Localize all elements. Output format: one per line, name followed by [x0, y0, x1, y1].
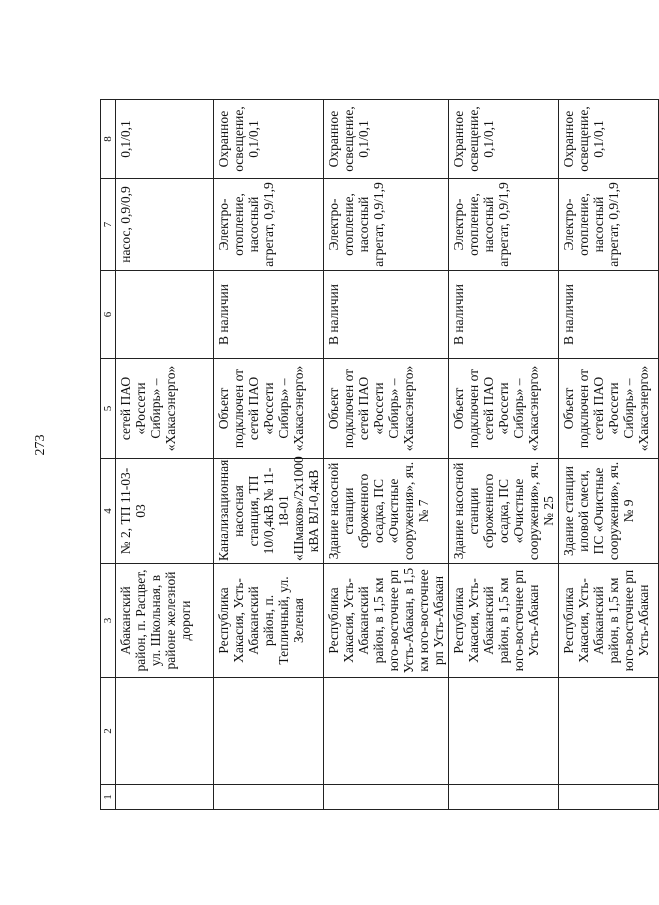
header-cell: 7: [101, 179, 116, 271]
table-cell: Охранное освещение, 0,1/0,1: [324, 100, 449, 179]
table-cell: [449, 678, 559, 785]
header-cell: 4: [101, 459, 116, 564]
table-cell: Объект подключен от сетей ПАО «Россети Сибирь» – «Хакасэнерго»: [449, 359, 559, 459]
table-cell: [324, 678, 449, 785]
table-cell: № 2, ТП 11-03-03: [116, 459, 214, 564]
table-cell: Электро-отопление, насосный агрегат, 0,9/1,9: [324, 179, 449, 271]
table-cell: Объект подключен от сетей ПАО «Россети Сибирь» – «Хакасэнерго»: [324, 359, 449, 459]
header-cell: 2: [101, 678, 116, 785]
table-cell: В наличии: [449, 271, 559, 359]
header-cell: 8: [101, 100, 116, 179]
data-table: [100, 99, 659, 810]
table-cell: Республика Хакасия, Усть-Абаканский район, в 1,5 км юго-восточнее рп Усть-Абакан: [559, 564, 659, 678]
table-cell: Здание станции иловой смеси, ПС «Очистные сооружения», яч. № 9: [559, 459, 659, 564]
table-row: [324, 100, 449, 810]
table-cell: Канализационная насосная станция, ТП 10/0,4кВ № 11-18-01 «Шмаков»/2х1000 кВА ВЛ-0,4кВ: [214, 459, 324, 564]
header-cell: 6: [101, 271, 116, 359]
table-row: [449, 100, 559, 810]
page-number: 273: [33, 434, 48, 456]
table-cell: [324, 785, 449, 810]
table-cell: сетей ПАО «Россети Сибирь» – «Хакасэнерго»: [116, 359, 214, 459]
table-header-row: [101, 100, 116, 810]
rotated-table-container: [100, 100, 651, 810]
table-cell: Здание насосной станции сброженного осадка, ПС «Очистные сооружения», яч. № 7: [324, 459, 449, 564]
table-cell: Объект подключен от сетей ПАО «Россети Сибирь» – «Хакасэнерго»: [559, 359, 659, 459]
table-cell: насос, 0,9/0,9: [116, 179, 214, 271]
table-cell: Здание насосной станции сброженного осадка, ПС «Очистные сооружения», яч. № 25: [449, 459, 559, 564]
table-cell: Электро-отопление, насосный агрегат, 0,9/1,9: [559, 179, 659, 271]
table-cell: Электро-отопление, насосный агрегат, 0,9/1,9: [214, 179, 324, 271]
table-cell: Республика Хакасия, Усть-Абаканский район, п. Тепличный, ул. Зеленая: [214, 564, 324, 678]
table-cell: В наличии: [559, 271, 659, 359]
table-row: [214, 100, 324, 810]
table-cell: 0,1/0,1: [116, 100, 214, 179]
table-cell: [214, 785, 324, 810]
table-cell: [116, 678, 214, 785]
header-cell: 5: [101, 359, 116, 459]
header-cell: 3: [101, 564, 116, 678]
table-cell: Охранное освещение, 0,1/0,1: [559, 100, 659, 179]
table-row: [116, 100, 214, 810]
table-cell: В наличии: [214, 271, 324, 359]
header-cell: 1: [101, 785, 116, 810]
table-cell: [449, 785, 559, 810]
table-cell: Абаканский район, п. Расцвет, ул. Школьная, в районе железной дороги: [116, 564, 214, 678]
table-cell: В наличии: [324, 271, 449, 359]
table-cell: [116, 271, 214, 359]
table-cell: Охранное освещение, 0,1/0,1: [449, 100, 559, 179]
table-cell: Объект подключен от сетей ПАО «Россети Сибирь» – «Хакасэнерго»: [214, 359, 324, 459]
table-cell: Охранное освещение, 0,1/0,1: [214, 100, 324, 179]
table-row: [559, 100, 659, 810]
table-cell: Республика Хакасия, Усть-Абаканский район, в 1,5 км юго-восточнее рп Усть-Абакан: [449, 564, 559, 678]
table-cell: [214, 678, 324, 785]
table-cell: [116, 785, 214, 810]
table-cell: Электро-отопление, насосный агрегат, 0,9/1,9: [449, 179, 559, 271]
table-cell: [559, 785, 659, 810]
table-cell: Республика Хакасия, Усть-Абаканский район, в 1,5 км юго-восточнее рп Усть-Абакан, в 1,5 км юго-восточнее рп Усть-Абакан: [324, 564, 449, 678]
table-cell: [559, 678, 659, 785]
